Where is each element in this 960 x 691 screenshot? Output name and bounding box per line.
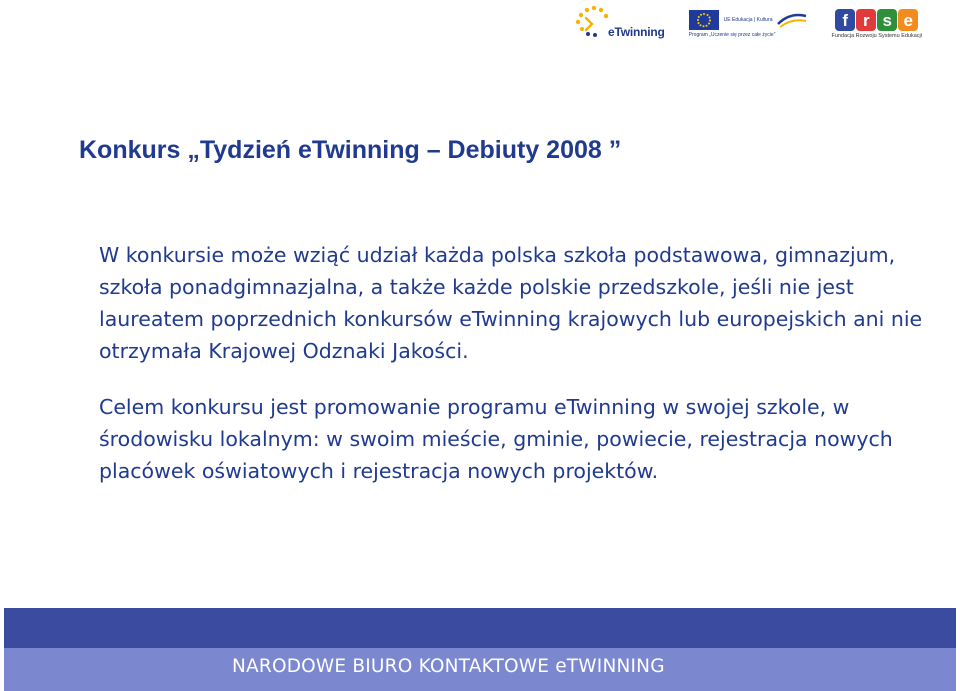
frse-letter-f: f: [835, 9, 855, 31]
llp-swoosh-icon: [776, 10, 808, 30]
frse-letter-r: r: [856, 9, 876, 31]
frse-logo: [832, 9, 923, 39]
eu-flag-icon: [689, 10, 719, 30]
body-paragraph-eligibility: W konkursie może wziąć udział każda polska szkoła podstawowa, gimnazjum, szkoła ponadgimnazjalna, a także każde polskie przedszkole, jeśli nie jest laureatem poprzednich konkursów eTwinning krajowych lub europejskich ani nie otrzymała Krajowej Odznaki Jakości.: [99, 243, 923, 363]
frse-letter-e: e: [898, 9, 918, 31]
eu-llp-logo: [689, 10, 808, 38]
frse-caption: Fundacja Rozwoju Systemu Edukacji: [831, 33, 922, 39]
body-paragraph-goal: Celem konkursu jest promowanie programu eTwinning w swojej szkole, w środowisku lokalnym: w swoim mieście, gminie, powiecie, rejestracja nowych placówek oświatowych i rejestracja nowych projektów.: [99, 395, 893, 483]
slide-title: Konkurs „Tydzień eTwinning – Debiuty 2008 ”: [79, 136, 622, 164]
etwinning-logo: [572, 4, 665, 44]
frse-letter-s: s: [877, 9, 897, 31]
eu-caption: Program „Uczenie się przez całe życie”: [688, 32, 776, 38]
footer-text: NARODOWE BIURO KONTAKTOWE eTWINNING: [232, 656, 665, 677]
header-logos: [572, 4, 922, 44]
etwinning-wordmark: eTwinning: [608, 25, 665, 39]
frse-letters: [835, 9, 918, 31]
eu-side-text: UE Edukacja | Kultura: [723, 17, 773, 23]
footer-band-dark: [4, 608, 956, 648]
slide-body: [99, 239, 929, 487]
